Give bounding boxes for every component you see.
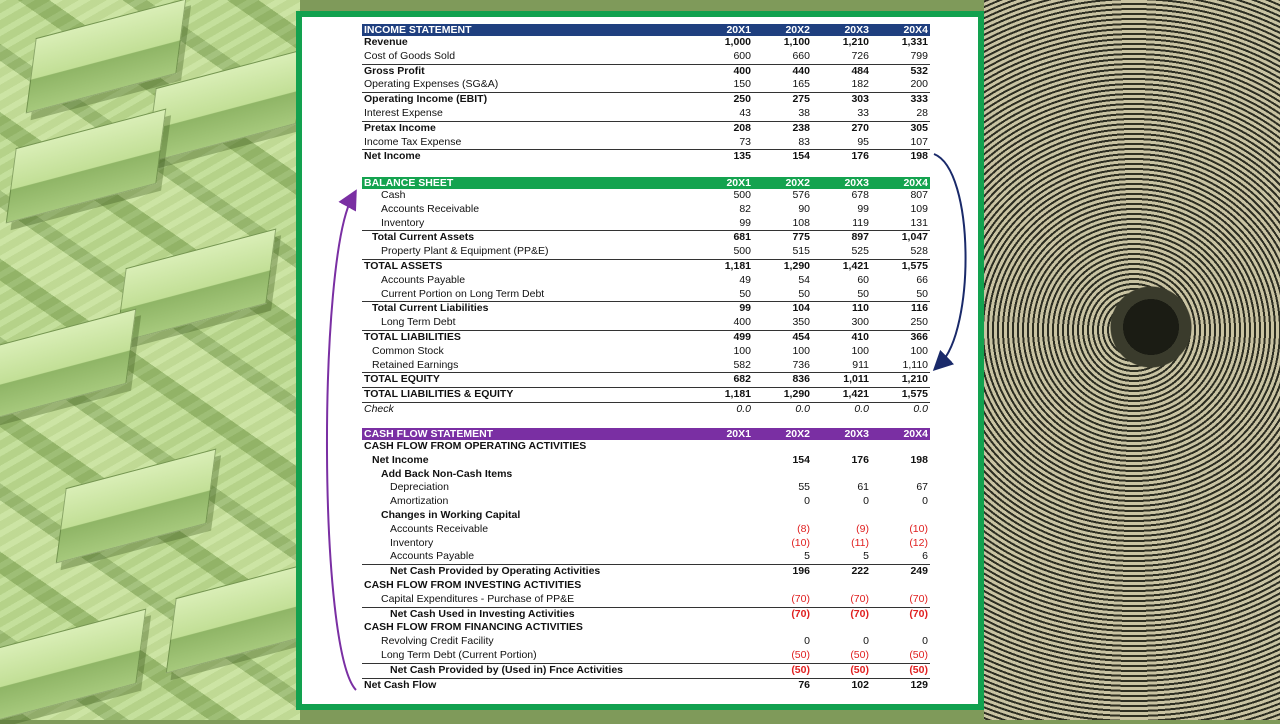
row-value: 366	[910, 330, 928, 343]
row-value	[812, 621, 871, 635]
table-row	[362, 509, 930, 523]
row-value: 43	[739, 106, 751, 119]
row-value: (70)	[850, 592, 869, 605]
row-value: 165	[792, 78, 810, 91]
row-value: 50	[916, 287, 928, 300]
row-value: 1,290	[783, 388, 810, 401]
row-label: Long Term Debt (Current Portion)	[381, 648, 537, 661]
row-value	[753, 509, 812, 523]
row-value: 0.0	[795, 402, 810, 415]
row-value: 82	[739, 202, 751, 215]
row-label: Total Current Assets	[372, 231, 475, 244]
row-value	[694, 550, 753, 564]
year-header: 20X4	[903, 177, 928, 189]
row-value: (10)	[791, 536, 810, 549]
row-value	[694, 537, 753, 551]
row-value: 154	[792, 453, 810, 466]
row-value: 500	[733, 245, 751, 258]
row-value: 600	[733, 49, 751, 62]
money-stack-image	[0, 608, 146, 723]
row-label: Long Term Debt	[381, 316, 456, 329]
row-label: TOTAL ASSETS	[364, 259, 443, 272]
row-value: 0.0	[854, 402, 869, 415]
row-value: 0	[863, 495, 869, 508]
table-row	[362, 345, 930, 359]
row-value: (70)	[909, 592, 928, 605]
row-label: Net Income	[372, 453, 429, 466]
table-row	[362, 189, 930, 203]
row-value: (70)	[909, 607, 928, 620]
year-header: 20X4	[903, 428, 928, 440]
table-row	[362, 607, 930, 622]
row-value: 110	[852, 302, 869, 315]
table-row	[362, 78, 930, 92]
row-value: 150	[733, 78, 751, 91]
row-value: 1,110	[902, 358, 928, 371]
table-row	[362, 635, 930, 649]
table-title: INCOME STATEMENT	[364, 24, 472, 36]
row-value: 1,421	[842, 388, 869, 401]
row-label: Interest Expense	[364, 106, 443, 119]
row-value: 300	[851, 316, 869, 329]
row-value	[694, 608, 753, 622]
row-value: 0	[863, 635, 869, 648]
row-value: (10)	[909, 522, 928, 535]
table-row	[362, 203, 930, 217]
row-value: 38	[798, 106, 810, 119]
row-value: (9)	[856, 522, 869, 535]
row-value: 911	[852, 358, 869, 371]
cash-flow-statement-table	[362, 428, 930, 692]
row-value: 303	[851, 93, 869, 106]
row-label: Property Plant & Equipment (PP&E)	[381, 245, 549, 258]
row-value	[871, 440, 930, 454]
row-label: Income Tax Expense	[364, 135, 462, 148]
row-value: 61	[857, 481, 869, 494]
row-value	[812, 579, 871, 593]
row-value	[753, 468, 812, 482]
row-value	[871, 579, 930, 593]
row-label: Check	[364, 402, 394, 415]
row-value: 66	[916, 273, 928, 286]
row-value: 799	[910, 49, 928, 62]
row-value: 410	[851, 330, 869, 343]
row-value: 775	[792, 231, 810, 244]
table-row	[362, 621, 930, 635]
table-row	[362, 440, 930, 454]
row-value: 484	[851, 64, 869, 77]
row-value: 33	[857, 106, 869, 119]
row-value: 0	[922, 635, 928, 648]
row-value: 102	[851, 678, 869, 691]
table-row	[362, 468, 930, 482]
row-value	[694, 440, 753, 454]
row-value: 400	[733, 316, 751, 329]
row-value: 107	[910, 135, 928, 148]
row-label: Net Cash Used in Investing Activities	[390, 607, 575, 620]
year-header: 20X3	[844, 24, 869, 36]
table-row	[362, 481, 930, 495]
table-row	[362, 402, 930, 417]
row-value	[694, 495, 753, 509]
row-value: (11)	[851, 536, 869, 549]
row-value: 305	[910, 121, 928, 134]
row-value: 1,210	[901, 373, 928, 386]
row-value: 108	[792, 216, 810, 229]
row-value: 736	[792, 358, 810, 371]
year-header: 20X2	[785, 24, 810, 36]
row-value: 350	[792, 316, 810, 329]
row-value	[694, 621, 753, 635]
money-stack-image	[56, 448, 217, 563]
table-row	[362, 121, 930, 136]
row-value: 1,000	[724, 36, 751, 48]
row-value: 1,181	[724, 259, 751, 272]
row-label: Net Cash Provided by (Used in) Fnce Activities	[390, 663, 623, 676]
portrait-eye-image	[1076, 262, 1226, 392]
row-value	[694, 649, 753, 663]
table-row	[362, 649, 930, 663]
row-value: 182	[851, 78, 869, 91]
row-value: 104	[792, 302, 810, 315]
money-stack-image	[6, 108, 167, 223]
row-value: 528	[910, 245, 928, 258]
row-value: 0	[804, 635, 810, 648]
row-value: 100	[910, 344, 928, 357]
row-value: 249	[910, 565, 928, 578]
row-value: 1,575	[901, 259, 928, 272]
row-value	[694, 523, 753, 537]
row-value: (50)	[850, 663, 869, 676]
row-label: Amortization	[390, 495, 449, 508]
row-label: Inventory	[381, 216, 425, 229]
table-row	[362, 678, 930, 693]
row-value: 1,575	[901, 388, 928, 401]
row-label: TOTAL EQUITY	[364, 373, 440, 386]
row-value	[871, 621, 930, 635]
row-value: 5	[804, 550, 810, 563]
row-value: 726	[851, 49, 869, 62]
row-label: Revenue	[364, 36, 408, 48]
table-row	[362, 550, 930, 564]
row-value: 90	[798, 202, 810, 215]
row-value: 1,047	[901, 231, 928, 244]
row-value: 54	[798, 273, 810, 286]
row-label: TOTAL LIABILITIES	[364, 330, 461, 343]
table-row	[362, 92, 930, 107]
row-label: Net Cash Flow	[364, 678, 437, 691]
row-label: Pretax Income	[364, 121, 436, 134]
row-label: Capital Expenditures - Purchase of PP&E	[381, 592, 575, 605]
row-value: 50	[798, 287, 810, 300]
row-value: (50)	[909, 663, 928, 676]
row-value: 499	[733, 330, 751, 343]
table-row	[362, 359, 930, 373]
table-row	[362, 537, 930, 551]
table-row	[362, 495, 930, 509]
table-row	[362, 36, 930, 50]
row-value	[694, 679, 753, 693]
row-label: Net Cash Provided by Operating Activities	[390, 565, 601, 578]
row-value: 1,421	[842, 259, 869, 272]
row-value	[694, 509, 753, 523]
row-label: Changes in Working Capital	[381, 508, 521, 521]
row-value: 250	[733, 93, 751, 106]
row-label: CASH FLOW FROM INVESTING ACTIVITIES	[364, 578, 582, 591]
table-header	[362, 428, 930, 440]
row-value: 0	[922, 495, 928, 508]
row-value: 0	[804, 495, 810, 508]
row-value: 1,210	[842, 36, 869, 48]
row-label: Accounts Receivable	[390, 522, 489, 535]
row-value: 95	[857, 135, 869, 148]
row-value: 238	[792, 121, 810, 134]
row-value: 807	[910, 189, 928, 201]
row-value: 99	[857, 202, 869, 215]
row-value: (70)	[791, 592, 810, 605]
table-title: BALANCE SHEET	[364, 177, 454, 189]
row-label: Inventory	[390, 536, 434, 549]
row-value: 208	[733, 121, 751, 134]
table-row	[362, 663, 930, 678]
table-row	[362, 301, 930, 316]
row-value: (8)	[797, 522, 810, 535]
row-value: (70)	[850, 607, 869, 620]
row-value: 60	[857, 273, 869, 286]
table-row	[362, 245, 930, 259]
row-value	[694, 454, 753, 468]
row-value	[694, 565, 753, 579]
row-value: 100	[733, 344, 751, 357]
row-value: 196	[792, 565, 810, 578]
row-value: 582	[733, 358, 751, 371]
row-value: 836	[792, 373, 810, 386]
row-value: 897	[851, 231, 869, 244]
row-value: 50	[739, 287, 751, 300]
row-value	[871, 509, 930, 523]
row-label: Current Portion on Long Term Debt	[381, 287, 545, 300]
table-row	[362, 136, 930, 150]
row-label: Accounts Payable	[381, 273, 466, 286]
table-row	[362, 330, 930, 345]
row-label: Cash	[381, 189, 406, 201]
row-value: 440	[792, 64, 810, 77]
row-value: 576	[792, 189, 810, 201]
row-value: 400	[733, 64, 751, 77]
row-value: 67	[916, 481, 928, 494]
row-value: 129	[910, 678, 928, 691]
row-value: 525	[851, 245, 869, 258]
row-value	[694, 664, 753, 678]
row-value: 100	[851, 344, 869, 357]
row-value	[753, 579, 812, 593]
row-value: 6	[922, 550, 928, 563]
row-value: 333	[910, 93, 928, 106]
row-value: 0.0	[736, 402, 751, 415]
row-value: 682	[733, 373, 751, 386]
row-value: 660	[792, 49, 810, 62]
year-header: 20X2	[785, 177, 810, 189]
table-row	[362, 372, 930, 387]
row-label: CASH FLOW FROM FINANCING ACTIVITIES	[364, 621, 583, 634]
year-header: 20X4	[903, 24, 928, 36]
row-value: 532	[910, 64, 928, 77]
row-label: Total Current Liabilities	[372, 302, 489, 315]
row-value: 131	[910, 216, 928, 229]
row-value: 119	[852, 216, 869, 229]
balance-sheet-table	[362, 177, 930, 417]
row-label: Net Income	[364, 150, 421, 163]
row-value	[694, 635, 753, 649]
table-row	[362, 259, 930, 274]
row-value	[812, 440, 871, 454]
row-label: Depreciation	[390, 481, 449, 494]
table-row	[362, 454, 930, 468]
money-stack-image	[0, 308, 136, 423]
row-value	[753, 621, 812, 635]
row-label: Operating Expenses (SG&A)	[364, 78, 499, 91]
row-value: 99	[739, 302, 751, 315]
row-value	[753, 440, 812, 454]
row-value: 1,181	[724, 388, 751, 401]
row-label: Cost of Goods Sold	[364, 49, 456, 62]
year-header: 20X1	[726, 428, 751, 440]
row-label: Retained Earnings	[372, 358, 459, 371]
row-value: 135	[733, 150, 751, 163]
row-value: 154	[792, 150, 810, 163]
table-row	[362, 523, 930, 537]
row-label: Revolving Credit Facility	[381, 635, 494, 648]
year-header: 20X2	[785, 428, 810, 440]
row-value: 99	[739, 216, 751, 229]
row-value: 109	[910, 202, 928, 215]
row-value: (12)	[909, 536, 928, 549]
row-value: 500	[733, 189, 751, 201]
table-header	[362, 177, 930, 189]
row-value	[694, 593, 753, 607]
table-row	[362, 217, 930, 231]
row-value: 55	[798, 481, 810, 494]
table-row	[362, 316, 930, 330]
row-value: 1,011	[843, 373, 869, 386]
table-row	[362, 107, 930, 121]
row-value	[694, 481, 753, 495]
table-row	[362, 564, 930, 579]
row-value: 454	[792, 330, 810, 343]
row-label: CASH FLOW FROM OPERATING ACTIVITIES	[364, 440, 587, 452]
row-value: (50)	[909, 648, 928, 661]
row-value	[812, 468, 871, 482]
row-value: 1,290	[783, 259, 810, 272]
row-label: Accounts Payable	[390, 550, 475, 563]
row-value: 270	[851, 121, 869, 134]
year-header: 20X3	[844, 177, 869, 189]
row-value: 83	[798, 135, 810, 148]
money-stack-image	[116, 228, 277, 343]
table-row	[362, 230, 930, 245]
row-value: 250	[910, 316, 928, 329]
table-header	[362, 24, 930, 36]
row-value	[694, 468, 753, 482]
row-label: Operating Income (EBIT)	[364, 93, 488, 106]
row-value: 176	[851, 150, 869, 163]
row-value: (50)	[850, 648, 869, 661]
income-statement-table	[362, 24, 930, 164]
row-label: Gross Profit	[364, 64, 425, 77]
row-value: 1,331	[901, 36, 928, 48]
row-label: Add Back Non-Cash Items	[381, 467, 513, 480]
row-value: 100	[792, 344, 810, 357]
table-title: CASH FLOW STATEMENT	[364, 428, 494, 440]
row-value: (50)	[791, 663, 810, 676]
row-value: 275	[792, 93, 810, 106]
table-row	[362, 387, 930, 402]
row-value: (50)	[791, 648, 810, 661]
table-row	[362, 64, 930, 79]
row-value: 28	[916, 106, 928, 119]
row-value: 50	[857, 287, 869, 300]
table-row	[362, 274, 930, 288]
row-value: 5	[863, 550, 869, 563]
row-value	[871, 468, 930, 482]
row-value: 176	[851, 453, 869, 466]
row-value: 116	[911, 302, 928, 315]
year-header: 20X1	[726, 177, 751, 189]
row-value: 198	[910, 150, 928, 163]
row-label: Accounts Receivable	[381, 202, 480, 215]
table-row	[362, 50, 930, 64]
table-row	[362, 288, 930, 302]
row-value	[812, 509, 871, 523]
row-value: 678	[851, 189, 869, 201]
row-value	[694, 579, 753, 593]
row-value: 515	[792, 245, 810, 258]
row-value: 198	[910, 453, 928, 466]
year-header: 20X1	[726, 24, 751, 36]
row-value: 49	[739, 273, 751, 286]
row-value: 76	[798, 678, 810, 691]
table-row	[362, 593, 930, 607]
row-value: 681	[733, 231, 751, 244]
row-value: (70)	[791, 607, 810, 620]
row-value: 200	[910, 78, 928, 91]
row-value: 222	[851, 565, 869, 578]
row-label: Common Stock	[372, 344, 444, 357]
table-row	[362, 149, 930, 164]
table-row	[362, 579, 930, 593]
row-value: 73	[739, 135, 751, 148]
row-label: TOTAL LIABILITIES & EQUITY	[364, 388, 514, 401]
year-header: 20X3	[844, 428, 869, 440]
row-value: 0.0	[913, 402, 928, 415]
row-value: 1,100	[783, 36, 810, 48]
money-stacks-background	[0, 0, 300, 720]
